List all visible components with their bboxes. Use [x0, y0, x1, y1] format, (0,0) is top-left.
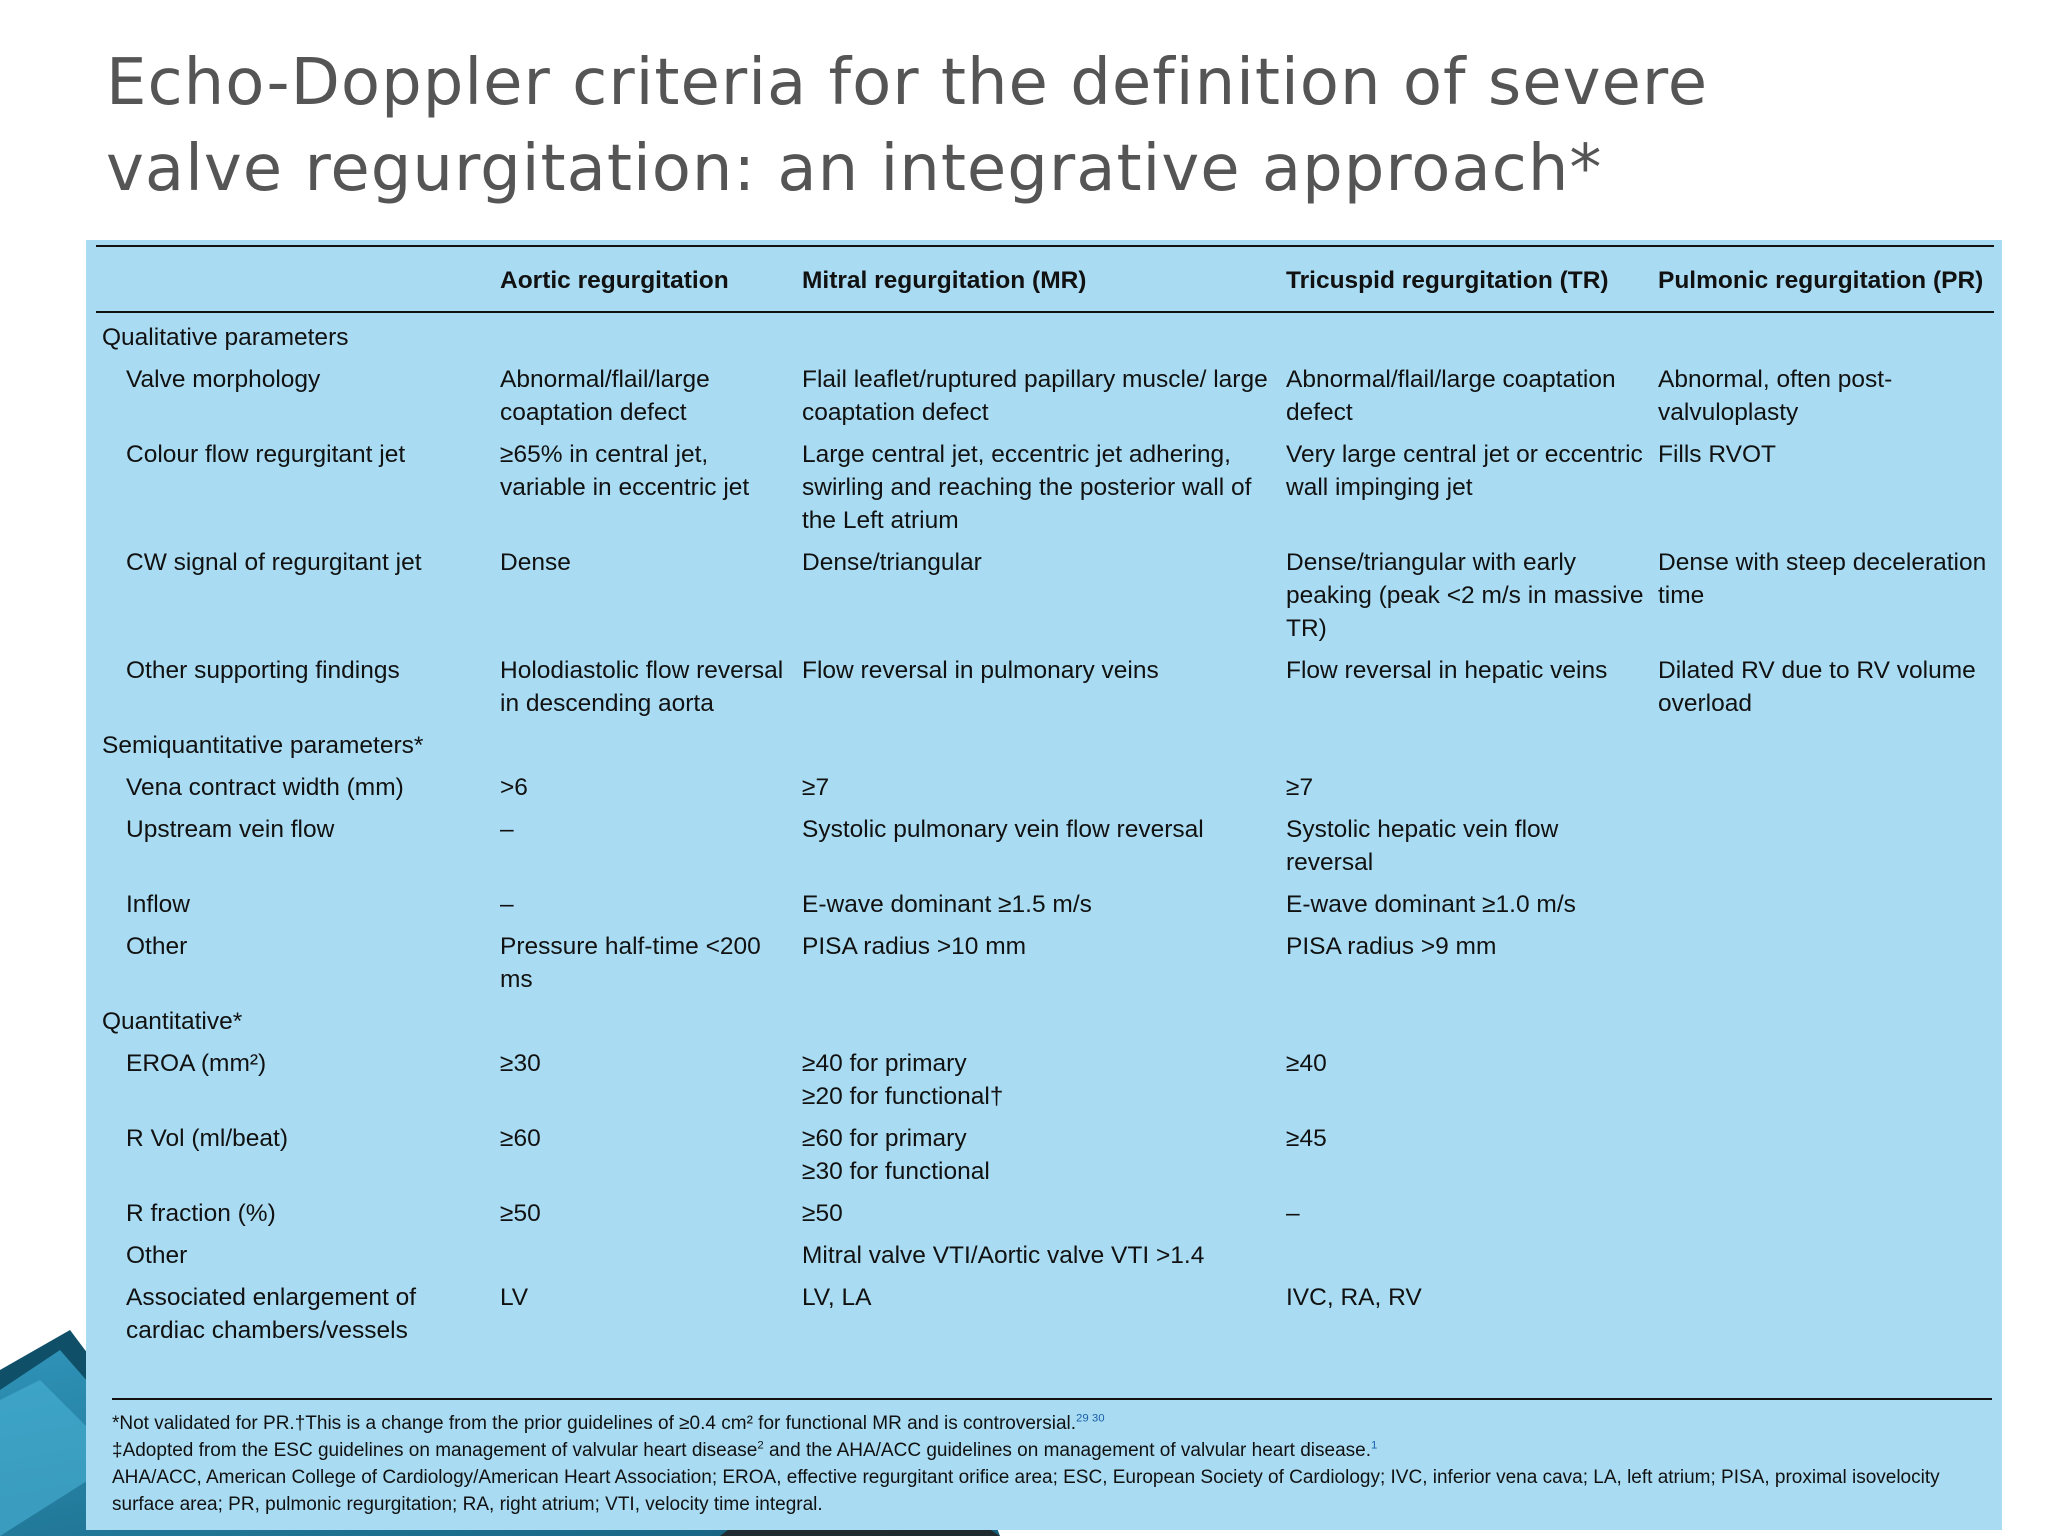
pulmonic-cell	[1652, 771, 1994, 813]
mitral-cell: ≥60 for primary ≥30 for functional	[802, 1125, 990, 1185]
table-row	[96, 1122, 1994, 1197]
pulmonic-cell	[1652, 1047, 1994, 1122]
pulmonic-cell: Abnormal, often post-valvuloplasty	[1658, 366, 1893, 426]
aortic-cell	[494, 1239, 796, 1281]
param-cell: EROA (mm²)	[126, 1050, 267, 1077]
pulmonic-cell: Dilated RV due to RV volume overload	[1658, 657, 1976, 717]
table-body	[96, 321, 1994, 1356]
table-row	[96, 654, 1994, 729]
aortic-cell: ≥65% in central jet, variable in eccentric jet	[500, 441, 750, 501]
group-label: Semiquantitative parameters*	[102, 732, 424, 759]
aortic-cell: >6	[500, 774, 528, 801]
tricuspid-cell: PISA radius >9 mm	[1286, 933, 1497, 960]
mitral-cell: PISA radius >10 mm	[802, 933, 1027, 960]
tricuspid-cell: E-wave dominant ≥1.0 m/s	[1286, 891, 1576, 918]
param-cell: Inflow	[126, 891, 191, 918]
table-footnotes	[112, 1398, 1992, 1518]
footnote-1: *Not validated for PR.†This is a change from the prior guidelines of ≥0.4 cm² for functional MR and is controversial.$^{29 30}$	[112, 1412, 1105, 1434]
table-row	[96, 930, 1994, 1005]
mitral-cell: Systolic pulmonary vein flow reversal	[802, 816, 1204, 843]
tricuspid-cell: Systolic hepatic vein flow reversal	[1286, 816, 1559, 876]
mitral-cell: Flail leaflet/ruptured papillary muscle/ large coaptation defect	[802, 366, 1268, 426]
table-row	[96, 1281, 1994, 1356]
group-label: Qualitative parameters	[102, 324, 349, 351]
group-label: Quantitative*	[102, 1008, 243, 1035]
aortic-cell: –	[500, 891, 514, 918]
aortic-cell: ≥60	[500, 1125, 541, 1152]
table-row	[96, 546, 1994, 654]
table-row	[96, 1047, 1994, 1122]
param-cell: Other	[126, 1242, 188, 1269]
footnote-2: ‡Adopted from the ESC guidelines on management of valvular heart disease$^2$ and the AHA/ACC guidelines on management of valvular heart disease.$^1$	[112, 1439, 1378, 1461]
table-group-row	[96, 321, 1994, 363]
table-row	[96, 363, 1994, 438]
aortic-cell: Abnormal/flail/large coaptation defect	[500, 366, 710, 426]
header-cell-empty	[96, 246, 494, 312]
pulmonic-cell: Fills RVOT	[1658, 441, 1776, 468]
table-row	[96, 438, 1994, 546]
slide-title	[106, 40, 2006, 212]
param-cell: Other	[126, 933, 188, 960]
mitral-cell: Large central jet, eccentric jet adhering, swirling and reaching the posterior wall of the Left atrium	[802, 441, 1252, 534]
mitral-cell: Dense/triangular	[802, 549, 982, 576]
table-row	[96, 813, 1994, 888]
param-cell: R fraction (%)	[126, 1200, 276, 1227]
pulmonic-cell	[1652, 930, 1994, 1005]
header-pulmonic: Pulmonic regurgitation (PR)	[1652, 246, 1994, 312]
tricuspid-cell: IVC, RA, RV	[1286, 1284, 1422, 1311]
slide-title-line-2: valve regurgitation: an integrative approach*	[106, 132, 1603, 206]
table-row	[96, 1197, 1994, 1239]
tricuspid-cell	[1280, 1239, 1652, 1281]
table-group-row	[96, 1005, 1994, 1047]
mitral-cell: LV, LA	[802, 1284, 872, 1311]
param-cell: Associated enlargement of cardiac chambers/vessels	[126, 1284, 417, 1344]
footnote-abbreviations: AHA/ACC, American College of Cardiology/American Heart Association; EROA, effective regurgitant orifice area; ESC, European Society of Cardiology; IVC, inferior vena cava; LA, left atrium; PISA, proximal isovelocity surface area; PR, pulmonic regurgitation; RA, right atrium; VTI, velocity time integral.	[112, 1467, 1940, 1515]
tricuspid-cell: Very large central jet or eccentric wall impinging jet	[1286, 441, 1643, 501]
header-tricuspid: Tricuspid regurgitation (TR)	[1280, 246, 1652, 312]
pulmonic-cell: Dense with steep deceleration time	[1658, 549, 1987, 609]
param-cell: CW signal of regurgitant jet	[126, 549, 422, 576]
footnote-1-refs: 29 30	[1076, 1412, 1105, 1425]
criteria-table-panel	[86, 240, 2002, 1530]
aortic-cell: Dense	[500, 549, 571, 576]
header-aortic: Aortic regurgitation	[494, 246, 796, 312]
pulmonic-cell	[1652, 1239, 1994, 1281]
table-header-row	[96, 246, 1994, 312]
table-row	[96, 1239, 1994, 1281]
aortic-cell: Pressure half-time <200 ms	[500, 933, 761, 993]
param-cell: Valve morphology	[126, 366, 321, 393]
pulmonic-cell	[1652, 1122, 1994, 1197]
mitral-cell: ≥7	[802, 774, 830, 801]
criteria-table	[96, 245, 1994, 1356]
tricuspid-cell: Dense/triangular with early peaking (peak <2 m/s in massive TR)	[1286, 549, 1644, 642]
table-row	[96, 888, 1994, 930]
param-cell: Other supporting findings	[126, 657, 400, 684]
aortic-cell: LV	[500, 1284, 529, 1311]
param-cell: Colour flow regurgitant jet	[126, 441, 406, 468]
header-mitral: Mitral regurgitation (MR)	[796, 246, 1280, 312]
aortic-cell: –	[500, 816, 514, 843]
table-row	[96, 771, 1994, 813]
param-cell: Upstream vein flow	[126, 816, 335, 843]
param-cell: Vena contract width (mm)	[126, 774, 404, 801]
aortic-cell: ≥30	[500, 1050, 541, 1077]
mitral-cell: ≥50	[802, 1200, 843, 1227]
mitral-cell: Flow reversal in pulmonary veins	[802, 657, 1159, 684]
tricuspid-cell: ≥40	[1286, 1050, 1327, 1077]
pulmonic-cell	[1652, 1281, 1994, 1356]
mitral-cell: E-wave dominant ≥1.5 m/s	[802, 891, 1092, 918]
table-group-row	[96, 729, 1994, 771]
pulmonic-cell	[1652, 1197, 1994, 1239]
tricuspid-cell: Abnormal/flail/large coaptation defect	[1286, 366, 1616, 426]
param-cell: R Vol (ml/beat)	[126, 1125, 289, 1152]
tricuspid-cell: ≥45	[1286, 1125, 1327, 1152]
mitral-cell: Mitral valve VTI/Aortic valve VTI >1.4	[802, 1242, 1205, 1269]
tricuspid-cell: Flow reversal in hepatic veins	[1286, 657, 1608, 684]
slide-title-line-1: Echo-Doppler criteria for the definition of severe	[106, 46, 1709, 120]
tricuspid-cell: ≥7	[1286, 774, 1314, 801]
mitral-cell: ≥40 for primary ≥20 for functional†	[802, 1050, 1004, 1110]
tricuspid-cell: –	[1286, 1200, 1300, 1227]
aortic-cell: Holodiastolic flow reversal in descending aorta	[500, 657, 784, 717]
pulmonic-cell	[1652, 813, 1994, 888]
aortic-cell: ≥50	[500, 1200, 541, 1227]
pulmonic-cell	[1652, 888, 1994, 930]
